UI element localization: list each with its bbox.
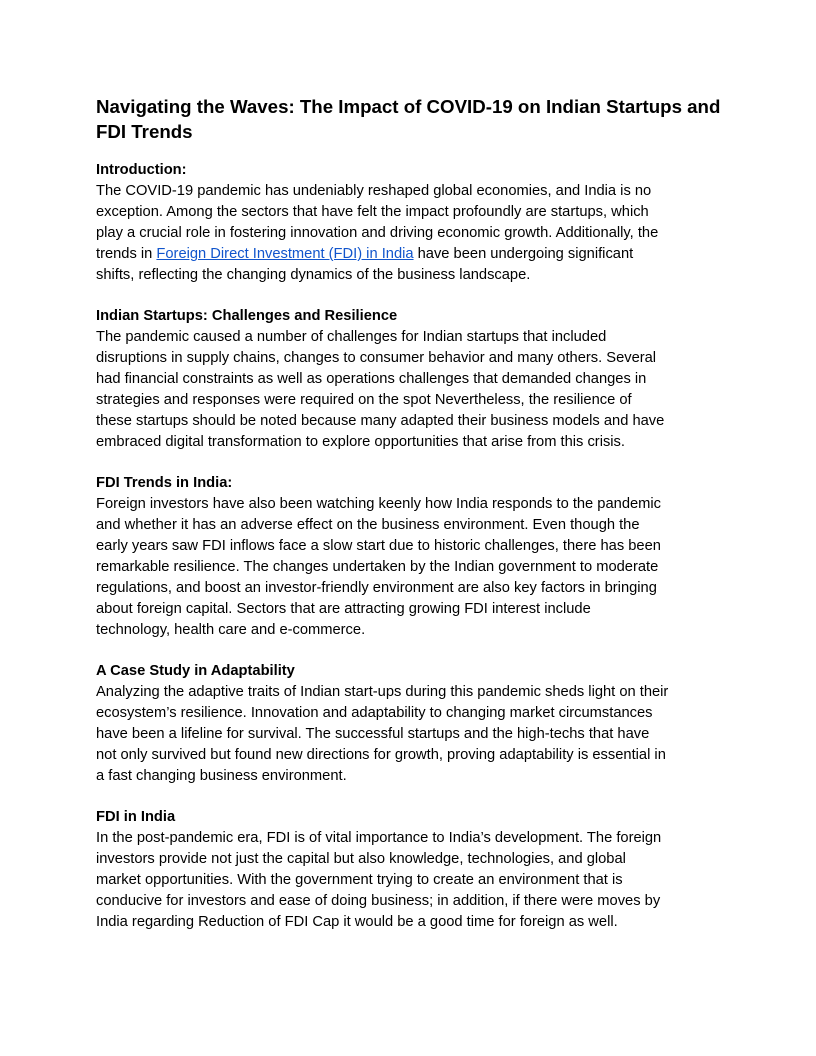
body-line: The COVID-19 pandemic has undeniably reshaped global economies, and India is no [96, 183, 652, 199]
body-line: these startups should be noted because many adapted their business models and have [96, 413, 665, 429]
section-body-case-study [96, 682, 728, 787]
title-line-2: FDI Trends [96, 121, 193, 142]
body-line: Analyzing the adaptive traits of Indian start-ups during this pandemic sheds light on their [96, 684, 669, 700]
section-body-fdi-trends [96, 494, 728, 641]
body-line: about foreign capital. Sectors that are attracting growing FDI interest include [96, 601, 591, 617]
body-line: had financial constraints as well as operations challenges that demanded changes in [96, 371, 647, 387]
link-line-before: trends in [96, 246, 157, 262]
section-case-study [96, 661, 728, 787]
body-line: market opportunities. With the government trying to create an environment that is [96, 872, 623, 888]
section-heading-fdi-in-india: FDI in India [96, 809, 176, 825]
document-page [96, 94, 728, 953]
body-line: shifts, reflecting the changing dynamics of the business landscape. [96, 267, 531, 283]
body-line: strategies and responses were required on the spot Nevertheless, the resilience of [96, 392, 632, 408]
body-line: investors provide not just the capital but also knowledge, technologies, and global [96, 851, 626, 867]
fdi-in-india-link[interactable]: Foreign Direct Investment (FDI) in India [156, 246, 414, 262]
section-heading-indian-startups: Indian Startups: Challenges and Resilience [96, 308, 398, 324]
section-heading-case-study: A Case Study in Adaptability [96, 663, 295, 679]
section-indian-startups [96, 306, 728, 453]
body-line: play a crucial role in fostering innovation and driving economic growth. Additionally, the [96, 225, 659, 241]
section-fdi-in-india [96, 807, 728, 933]
section-fdi-trends [96, 473, 728, 641]
body-line: India regarding Reduction of FDI Cap it would be a good time for foreign as well. [96, 914, 618, 930]
body-line: exception. Among the sectors that have felt the impact profoundly are startups, which [96, 204, 649, 220]
body-line: The pandemic caused a number of challenges for Indian startups that included [96, 329, 607, 345]
section-body-fdi-in-india [96, 828, 728, 933]
section-body-introduction [96, 181, 728, 286]
title-line-1: Navigating the Waves: The Impact of COVID-19 on Indian Startups and [96, 96, 721, 117]
section-introduction [96, 160, 728, 286]
body-line: not only survived but found new directions for growth, proving adaptability is essential in [96, 747, 666, 763]
body-line: disruptions in supply chains, changes to consumer behavior and many others. Several [96, 350, 657, 366]
section-heading-introduction: Introduction: [96, 162, 187, 178]
body-line: and whether it has an adverse effect on the business environment. Even though the [96, 517, 640, 533]
body-line: regulations, and boost an investor-friendly environment are also key factors in bringing [96, 580, 657, 596]
body-line-with-link [96, 244, 728, 265]
section-heading-fdi-trends: FDI Trends in India: [96, 475, 233, 491]
section-body-indian-startups [96, 327, 728, 453]
body-line: embraced digital transformation to explore opportunities that arise from this crisis. [96, 434, 625, 450]
body-line: a fast changing business environment. [96, 768, 347, 784]
body-line: ecosystem’s resilience. Innovation and adaptability to changing market circumstances [96, 705, 653, 721]
body-line: have been a lifeline for survival. The successful startups and the high-techs that have [96, 726, 650, 742]
link-line-after: have been undergoing significant [413, 246, 634, 262]
body-line: Foreign investors have also been watching keenly how India responds to the pandemic [96, 496, 661, 512]
body-line: remarkable resilience. The changes undertaken by the Indian government to moderate [96, 559, 659, 575]
body-line: conducive for investors and ease of doing business; in addition, if there were moves by [96, 893, 661, 909]
body-line: early years saw FDI inflows face a slow start due to historic challenges, there has been [96, 538, 661, 554]
body-line: In the post-pandemic era, FDI is of vital importance to India’s development. The foreign [96, 830, 662, 846]
document-title [96, 94, 728, 144]
body-line: technology, health care and e-commerce. [96, 622, 366, 638]
